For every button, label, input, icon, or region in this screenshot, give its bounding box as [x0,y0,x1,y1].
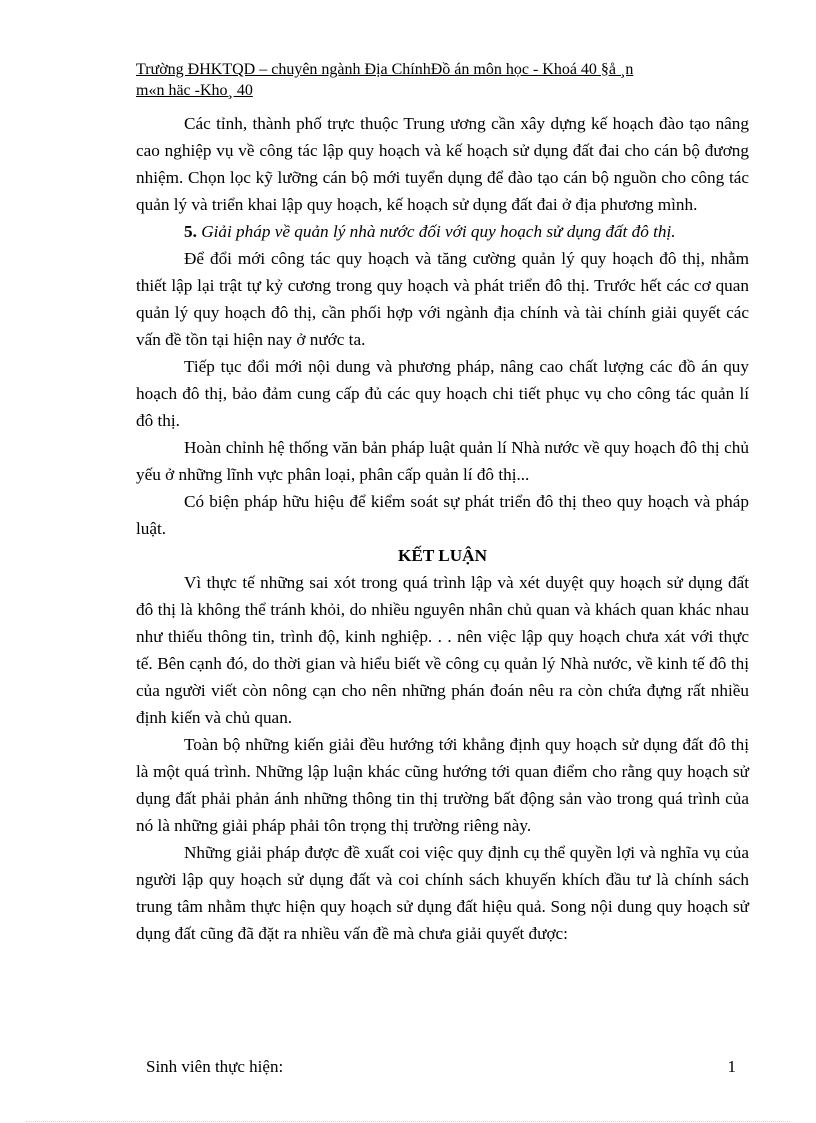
page-header [136,59,756,101]
author-label: Sinh viên thực hiện: [146,1057,284,1076]
footer-divider [26,1121,790,1122]
paragraph: Để đổi mới công tác quy hoạch và tăng cường quản lý quy hoạch đô thị, nhằm thiết lập lại trật tự kỷ cương trong quy hoạch và phát triển đô thị. Trước hết các cơ quan quản lý quy hoạch đô thị, cần phối hợp với ngành địa chính và tài chính giải quyết các vấn đề tồn tại hiện nay ở nước ta. [136,249,749,349]
paragraph: Tiếp tục đổi mới nội dung và phương pháp, nâng cao chất lượng các đồ án quy hoạch đô thị, bảo đảm cung cấp đủ các quy hoạch chi tiết phục vụ cho công tác quản lí đô thị. [136,357,749,430]
header-line-2: m«n häc -Kho¸ 40 [136,82,253,99]
paragraph: Các tỉnh, thành phố trực thuộc Trung ương cần xây dựng kế hoạch đào tạo nâng cao nghiệp vụ về công tác lập quy hoạch và kế hoạch sử dụng đất đai cho cán bộ đương nhiệm. Chọn lọc kỹ lưỡng cán bộ mới tuyển dụng để đào tạo cán bộ nguồn cho công tác quản lý và triển khai lập quy hoạch, kế hoạch sử dụng đất đai ở địa phương mình. [136,114,749,214]
page-footer [146,1057,736,1077]
document-body [136,110,749,947]
page-number: 1 [727,1057,736,1076]
paragraph: Có biện pháp hữu hiệu để kiểm soát sự phát triển đô thị theo quy hoạch và pháp luật. [136,492,749,538]
section-heading [136,218,749,245]
section-title: Giải pháp về quản lý nhà nước đối với quy hoạch sử dụng đất đô thị [201,222,672,241]
paragraph: Toàn bộ những kiến giải đều hướng tới khẳng định quy hoạch sử dụng đất đô thị là một quá trình. Những lập luận khác cũng hướng tới quan điểm cho rằng quy hoạch sử dụng đất phải phản ánh những thông tin thị trường bất động sản vào trong quá trình của nó là những giải pháp phải tôn trọng thị trường riêng này. [136,735,749,835]
conclusion-heading: KẾT LUẬN [398,546,487,565]
paragraph: Những giải pháp được đề xuất coi việc quy định cụ thể quyền lợi và nghĩa vụ của người lập quy hoạch sử dụng đất và coi chính sách khuyến khích đầu tư là chính sách trung tâm nhằm thực hiện quy hoạch sử dụng đất hiệu quả. Song nội dung quy hoạch sử dụng đất cũng đã đặt ra nhiều vấn đề mà chưa giải quyết được: [136,843,749,943]
header-line-1: Trường ĐHKTQD – chuyên ngành Địa ChínhĐồ án môn học - Khoá 40 §å ¸n [136,61,634,78]
paragraph: Vì thực tế những sai xót trong quá trình lập và xét duyệt quy hoạch sử dụng đất đô thị là không thể tránh khỏi, do nhiều nguyên nhân chủ quan và khách quan khác nhau như thiếu thông tin, trình độ, kinh nghiệp. . . nên việc lập quy hoạch chưa xát với thực tế. Bên cạnh đó, do thời gian và hiểu biết về công cụ quản lý Nhà nước, về kinh tế đô thị của người viết còn nông cạn cho nên những phán đoán nêu ra còn chứa đựng rất nhiều định kiến và chủ quan. [136,573,749,727]
section-number: 5. [184,222,197,241]
section-title-end: . [671,222,676,241]
paragraph: Hoàn chỉnh hệ thống văn bản pháp luật quản lí Nhà nước về quy hoạch đô thị chủ yếu ở những lĩnh vực phân loại, phân cấp quản lí đô thị... [136,438,749,484]
